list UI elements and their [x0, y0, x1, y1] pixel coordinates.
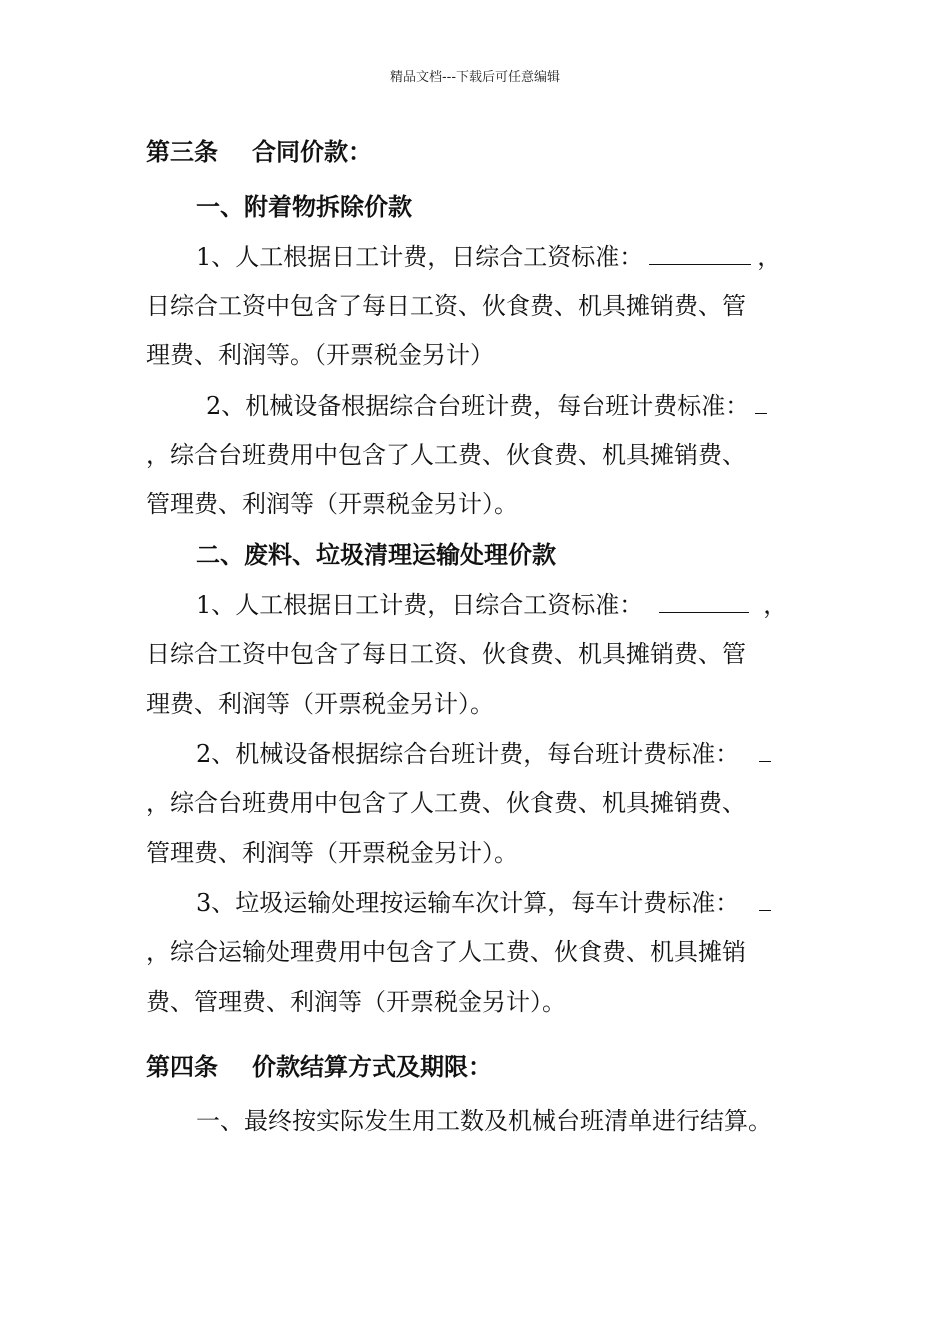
- s2-item3-line2: ，综合运输处理费用中包含了人工费、伙食费、机具摊销: [146, 938, 746, 966]
- s2-item1-line3: 理费、利润等（开票税金另计）。: [146, 690, 494, 718]
- s1-item1-comma: ，: [757, 243, 782, 271]
- fill-blank: [759, 739, 771, 762]
- s1-item1-line1: [196, 242, 781, 272]
- s1-item1-text: 1、人工根据日工计费，日综合工资标准：: [196, 243, 644, 271]
- article4-heading: [146, 1052, 492, 1082]
- article4-number: 第四条: [146, 1053, 218, 1081]
- section2-heading: 二、废料、垃圾清理运输处理价款: [196, 541, 556, 569]
- s2-item3-line3: 费、管理费、利润等（开票税金另计）。: [146, 988, 566, 1016]
- s2-item1-line1: [196, 590, 787, 620]
- s1-item2-line1: [206, 391, 767, 421]
- s1-item2-line3: 管理费、利润等（开票税金另计）。: [146, 490, 518, 518]
- s2-item2-line1: [196, 739, 771, 769]
- s1-item2-text: 2、机械设备根据综合台班计费，每台班计费标准：: [206, 392, 750, 420]
- article4-item1: 一、最终按实际发生用工数及机械台班清单进行结算。: [196, 1107, 772, 1135]
- s2-item2-text: 2、机械设备根据综合台班计费，每台班计费标准：: [196, 740, 740, 768]
- s2-item1-comma: ，: [763, 591, 788, 619]
- s2-item1-line2: 日综合工资中包含了每日工资、伙食费、机具摊销费、管: [146, 640, 746, 668]
- s1-item2-line2: ，综合台班费用中包含了人工费、伙食费、机具摊销费、: [146, 441, 746, 469]
- fill-blank: [759, 888, 771, 911]
- section1-heading: 一、附着物拆除价款: [196, 193, 412, 221]
- fill-blank: [755, 391, 767, 414]
- article4-title: 价款结算方式及期限：: [252, 1053, 492, 1081]
- s2-item3-text: 3、垃圾运输处理按运输车次计算，每车计费标准：: [196, 889, 740, 917]
- s2-item2-line3: 管理费、利润等（开票税金另计）。: [146, 839, 518, 867]
- s2-item3-line1: [196, 888, 771, 918]
- article3-heading: [146, 137, 372, 167]
- article3-number: 第三条: [146, 138, 218, 166]
- fill-blank: [659, 590, 749, 613]
- page-header: 精品文档---下载后可任意编辑: [389, 70, 561, 85]
- s2-item2-line2: ，综合台班费用中包含了人工费、伙食费、机具摊销费、: [146, 789, 746, 817]
- s1-item1-line3: 理费、利润等。（开票税金另计）: [146, 341, 494, 369]
- article3-title: 合同价款：: [252, 138, 372, 166]
- s1-item1-line2: 日综合工资中包含了每日工资、伙食费、机具摊销费、管: [146, 292, 746, 320]
- s2-item1-text: 1、人工根据日工计费，日综合工资标准：: [196, 591, 644, 619]
- fill-blank: [649, 242, 751, 265]
